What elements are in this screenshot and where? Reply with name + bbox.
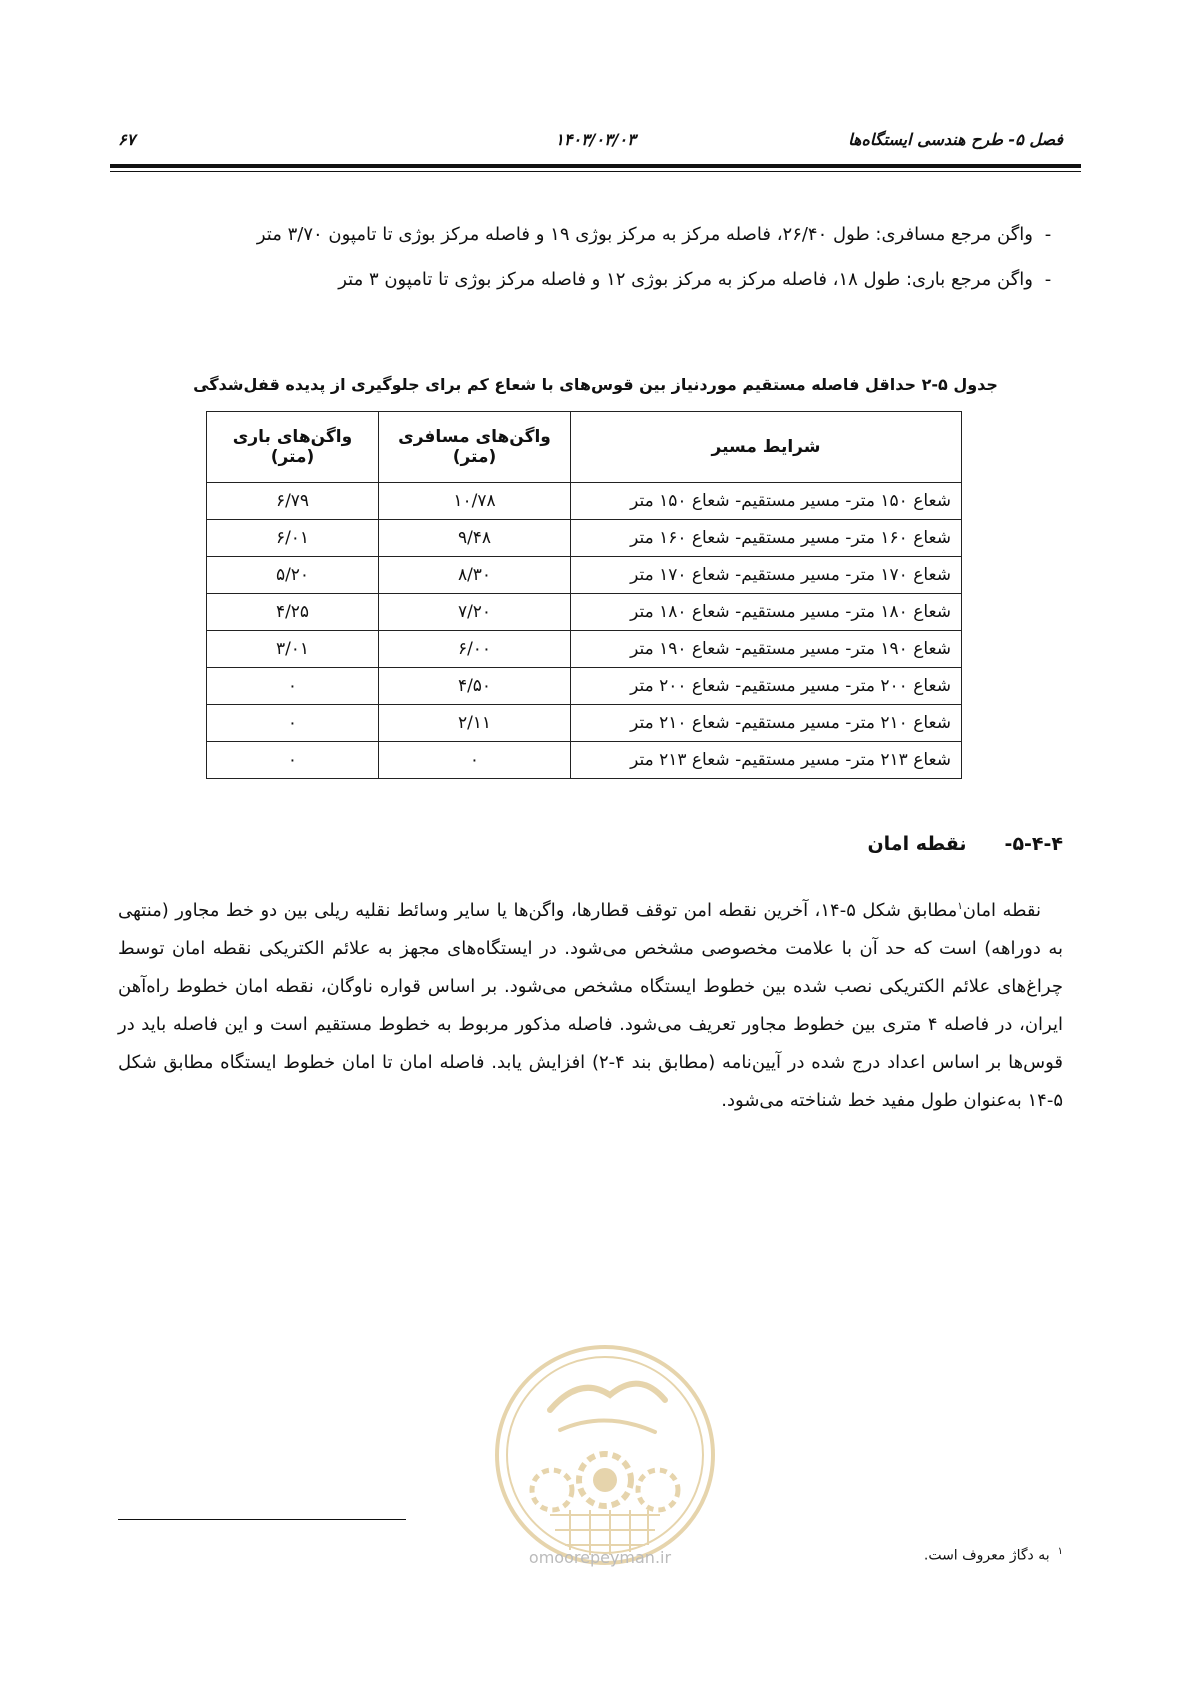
bullet-text: واگن مرجع باری: طول ۱۸، فاصله مرکز به مرکز بوژی ۱۲ و فاصله مرکز بوژی تا تامپون ۳ متر bbox=[338, 269, 1033, 290]
table-cell: ۶/۰۰ bbox=[379, 631, 571, 668]
table-cell: ۰ bbox=[379, 742, 571, 779]
section-number: ۵-۴-۴- bbox=[1004, 833, 1063, 855]
bullet-text: واگن مرجع مسافری: طول ۲۶/۴۰، فاصله مرکز به مرکز بوژی ۱۹ و فاصله مرکز بوژی تا تامپون ۳/۷۰ متر bbox=[256, 224, 1033, 245]
body-paragraph bbox=[118, 888, 1063, 1120]
table-cell: ۴/۲۵ bbox=[207, 594, 379, 631]
section-title: نقطه امان bbox=[867, 833, 967, 855]
bullet-marker: - bbox=[1044, 269, 1052, 290]
section-heading bbox=[867, 829, 1063, 859]
table-cell: شعاع ۲۰۰ متر- مسیر مستقیم- شعاع ۲۰۰ متر bbox=[571, 668, 962, 705]
footnote-mark: ۱ bbox=[1057, 1546, 1063, 1557]
table-cell: شعاع ۱۹۰ متر- مسیر مستقیم- شعاع ۱۹۰ متر bbox=[571, 631, 962, 668]
table-row bbox=[207, 631, 962, 668]
table-row bbox=[207, 742, 962, 779]
table-cell: شعاع ۱۷۰ متر- مسیر مستقیم- شعاع ۱۷۰ متر bbox=[571, 557, 962, 594]
table-cell: ۵/۲۰ bbox=[207, 557, 379, 594]
table-cell: ۰ bbox=[207, 668, 379, 705]
table-cell: شعاع ۲۱۳ متر- مسیر مستقیم- شعاع ۲۱۳ متر bbox=[571, 742, 962, 779]
table-cell: شعاع ۱۸۰ متر- مسیر مستقیم- شعاع ۱۸۰ متر bbox=[571, 594, 962, 631]
column-header: واگن‌های باری (متر) bbox=[207, 412, 379, 483]
bullet-item bbox=[338, 265, 1063, 295]
table-row bbox=[207, 483, 962, 520]
table-header-row bbox=[207, 412, 962, 483]
bullet-marker: - bbox=[1044, 224, 1052, 245]
paragraph-text: مطابق شکل ۵-۱۴، آخرین نقطه امن توقف قطارها، واگن‌ها یا سایر وسائط نقلیه ریلی بین دو خط مجاور (منتهی به دوراهه) است که حد آن با علامت مخصوصی مشخص می‌شود. در ایستگاه‌های مجهز به علائم الکتریکی نقطه امان توسط چراغ‌های علائم الکتریکی نصب شده بین خطوط ایستگاه مشخص می‌شود. بر اساس قواره ناوگان، نقطه امان خطوط راه‌آهن ایران، در فاصله ۴ متری بین خطوط مجاور تعریف می‌شود. فاصله مذکور مربوط به خطوط مستقیم است و این فاصله باید در قوس‌ها بر اساس اعداد درج شده در آیین‌نامه (مطابق بند ۴-۲) افزایش یابد. فاصله امان تا امان خطوط ایستگاه مطابق شکل ۵-۱۴ به‌عنوان طول مفید خط شناخته می‌شود. bbox=[118, 900, 1064, 1111]
footnote bbox=[924, 1541, 1063, 1567]
table-row bbox=[207, 594, 962, 631]
table-cell: ۶/۷۹ bbox=[207, 483, 379, 520]
table-row bbox=[207, 668, 962, 705]
table-cell: ۹/۴۸ bbox=[379, 520, 571, 557]
table-cell: شعاع ۱۵۰ متر- مسیر مستقیم- شعاع ۱۵۰ متر bbox=[571, 483, 962, 520]
table-row bbox=[207, 705, 962, 742]
watermark-logo-icon bbox=[490, 1340, 720, 1570]
table-cell: ۶/۰۱ bbox=[207, 520, 379, 557]
paragraph-lead: نقطه امان bbox=[962, 900, 1041, 921]
header-rule-thin bbox=[110, 171, 1081, 172]
footnote-rule bbox=[118, 1519, 406, 1520]
table-cell: ۳/۰۱ bbox=[207, 631, 379, 668]
table-cell: ۰ bbox=[207, 742, 379, 779]
table-cell: شعاع ۱۶۰ متر- مسیر مستقیم- شعاع ۱۶۰ متر bbox=[571, 520, 962, 557]
footnote-reference: ۱ bbox=[957, 901, 963, 912]
min-straight-distance-table bbox=[206, 411, 962, 779]
column-header: شرایط مسیر bbox=[571, 412, 962, 483]
table-caption: جدول ۵-۲ حداقل فاصله مستقیم موردنیاز بین قوس‌های با شعاع کم برای جلوگیری از پدیده قفل‌شدگی bbox=[193, 375, 998, 394]
table-cell: ۲/۱۱ bbox=[379, 705, 571, 742]
table-cell: ۱۰/۷۸ bbox=[379, 483, 571, 520]
table-cell: ۸/۳۰ bbox=[379, 557, 571, 594]
table-row bbox=[207, 557, 962, 594]
table-cell: ۷/۲۰ bbox=[379, 594, 571, 631]
watermark-site: omoorepeyman.ir bbox=[528, 1548, 672, 1567]
table-cell: ۰ bbox=[207, 705, 379, 742]
table-cell: ۴/۵۰ bbox=[379, 668, 571, 705]
header-rule-thick bbox=[110, 164, 1081, 168]
table-row bbox=[207, 520, 962, 557]
page-number: ۶۷ bbox=[118, 130, 136, 149]
column-header: واگن‌های مسافری (متر) bbox=[379, 412, 571, 483]
chapter-title: فصل ۵- طرح هندسی ایستگاه‌ها bbox=[848, 130, 1063, 149]
header-date: ۱۴۰۳/۰۳/۰۳ bbox=[555, 130, 636, 149]
table-cell: شعاع ۲۱۰ متر- مسیر مستقیم- شعاع ۲۱۰ متر bbox=[571, 705, 962, 742]
footnote-text: به دگاژ معروف است. bbox=[923, 1547, 1050, 1564]
bullet-item bbox=[257, 220, 1063, 250]
